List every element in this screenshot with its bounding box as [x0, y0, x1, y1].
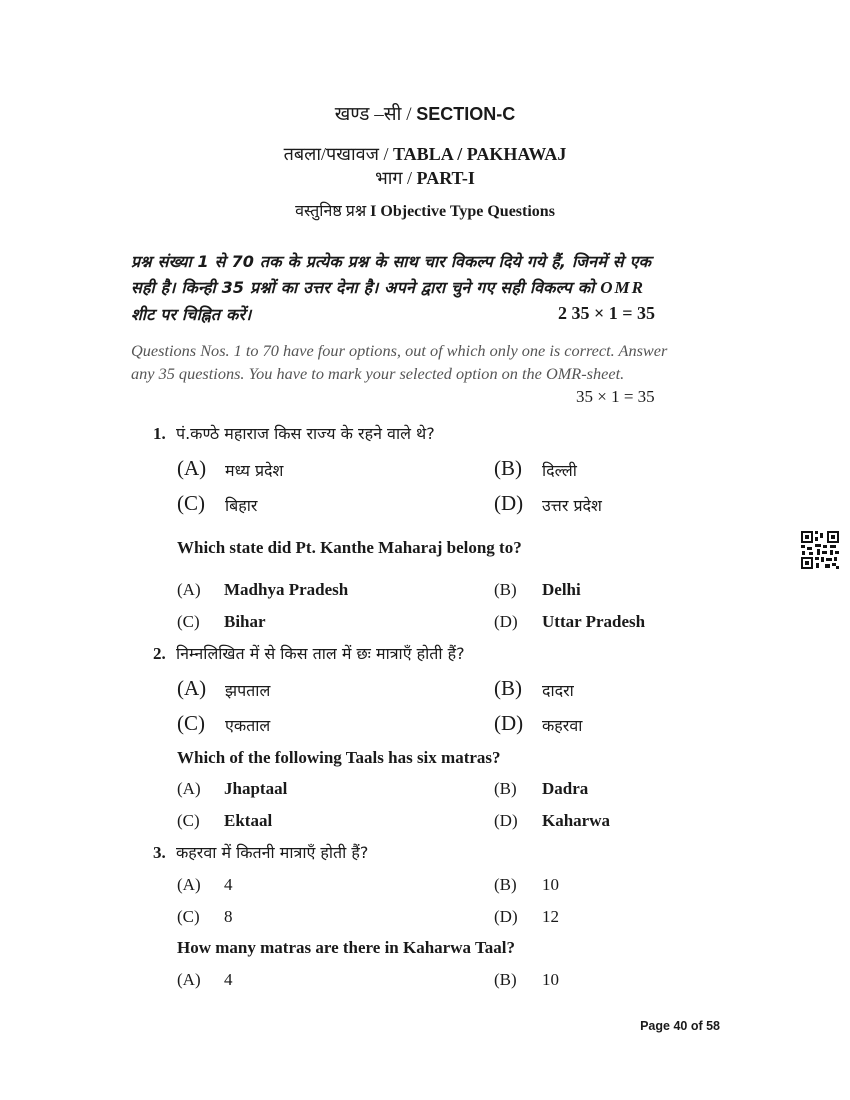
objective-heading-hindi: वस्तुनिष्ठ प्रश्न	[295, 203, 367, 220]
question-text-hindi: पं.कण्ठे महाराज किस राज्य के रहने वाले थे?	[176, 424, 435, 443]
objective-heading-english: Objective Type Questions	[380, 203, 555, 220]
subject-heading-english: TABLA / PAKHAWAJ	[393, 144, 567, 164]
option-letter: (D)	[494, 811, 518, 830]
slash: /	[406, 104, 412, 125]
subject-heading-hindi: तबला/पखावज	[283, 144, 379, 164]
option-letter: (B)	[494, 580, 517, 599]
option-letter: (A)	[177, 779, 201, 798]
option-letter: (C)	[177, 491, 205, 515]
option-text: 10	[542, 875, 559, 894]
objective-heading	[0, 199, 850, 221]
instructions-hindi-line2-text: सही है। किन्ही 35 प्रश्नों का उत्तर देना है। अपने द्वारा चुने गए सही विकल्प को	[131, 278, 595, 297]
question-number: 3.	[153, 843, 166, 862]
option-text-hindi: एकताल	[225, 716, 271, 735]
option-letter: (A)	[177, 875, 201, 894]
section-heading	[0, 100, 850, 126]
option-text-english: Ektaal	[224, 811, 273, 830]
option-letter: (B)	[494, 875, 517, 894]
option-text-english: Bihar	[224, 612, 266, 631]
instructions-english-line2: any 35 questions. You have to mark your selected option on the OMR-sheet.	[131, 364, 625, 383]
question-text-english: Which of the following Taals has six matras?	[177, 748, 501, 767]
option-text-english: Dadra	[542, 779, 589, 798]
page-number: Page 40 of 58	[640, 1019, 720, 1033]
option-letter: (A)	[177, 456, 207, 480]
option-text: 4	[224, 875, 233, 894]
option-letter: (B)	[494, 970, 517, 989]
question-text-hindi: कहरवा में कितनी मात्राएँ होती हैं?	[176, 843, 369, 862]
option-letter: (A)	[177, 970, 201, 989]
option-letter: (D)	[494, 907, 518, 926]
subject-heading	[0, 142, 850, 166]
objective-separator: I	[370, 203, 377, 220]
question-number: 1.	[153, 424, 166, 443]
option-text: 12	[542, 907, 559, 926]
part-heading-hindi: भाग	[375, 168, 403, 188]
question-text-english: How many matras are there in Kaharwa Taal?	[177, 938, 515, 957]
question-text-english: Which state did Pt. Kanthe Maharaj belong to?	[177, 538, 522, 557]
option-text-hindi: झपताल	[225, 681, 271, 700]
option-text-hindi: बिहार	[225, 496, 258, 515]
option-letter: (A)	[177, 580, 201, 599]
option-letter: (D)	[494, 612, 518, 631]
question-text-hindi: निम्नलिखित में से किस ताल में छः मात्राएँ होती हैं?	[176, 644, 465, 663]
option-text-hindi: दिल्ली	[542, 461, 577, 480]
option-text-english: Madhya Pradesh	[224, 580, 349, 599]
option-text-english: Kaharwa	[542, 811, 610, 830]
option-text-english: Uttar Pradesh	[542, 612, 646, 631]
option-text: 8	[224, 907, 233, 926]
option-letter: (A)	[177, 676, 207, 700]
instructions-english-line1: Questions Nos. 1 to 70 have four options, out of which only one is correct. Answer	[131, 341, 668, 360]
option-letter: (C)	[177, 711, 205, 735]
part-heading-english: PART-I	[416, 168, 475, 188]
option-text-english: Jhaptaal	[224, 779, 288, 798]
slash: /	[383, 144, 389, 164]
option-letter: (B)	[494, 456, 522, 480]
option-text-hindi: दादरा	[542, 681, 574, 700]
option-text-hindi: उत्तर प्रदेश	[542, 496, 602, 515]
slash: /	[407, 168, 413, 188]
instructions-hindi-line1: प्रश्न संख्या 1 से 70 तक के प्रत्येक प्रश्न के साथ चार विकल्प दिये गये हैं, जिनमें से एक	[131, 252, 652, 271]
instructions-hindi-line3: शीट पर चिह्नित करें।	[131, 305, 252, 324]
question-number: 2.	[153, 644, 166, 663]
option-text-english: 10	[542, 970, 559, 989]
part-heading	[0, 166, 850, 190]
option-letter: (C)	[177, 612, 200, 631]
qr-code-icon	[800, 530, 840, 570]
option-letter: (C)	[177, 907, 200, 926]
option-letter: (D)	[494, 491, 524, 515]
option-letter: (D)	[494, 711, 524, 735]
option-text-hindi: मध्य प्रदेश	[225, 461, 284, 480]
option-letter: (B)	[494, 676, 522, 700]
section-heading-hindi: खण्ड –सी	[334, 104, 402, 125]
omr-label: OMR	[600, 278, 645, 297]
section-heading-english: SECTION-C	[416, 104, 516, 124]
instructions-hindi-line2	[131, 276, 721, 298]
option-text-english: Delhi	[542, 580, 581, 599]
marks-hindi: 2 35 × 1 = 35	[558, 303, 656, 323]
option-text-english: 4	[224, 970, 233, 989]
option-text-hindi: कहरवा	[542, 716, 583, 735]
marks-english: 35 × 1 = 35	[576, 387, 655, 406]
option-letter: (C)	[177, 811, 200, 830]
option-letter: (B)	[494, 779, 517, 798]
